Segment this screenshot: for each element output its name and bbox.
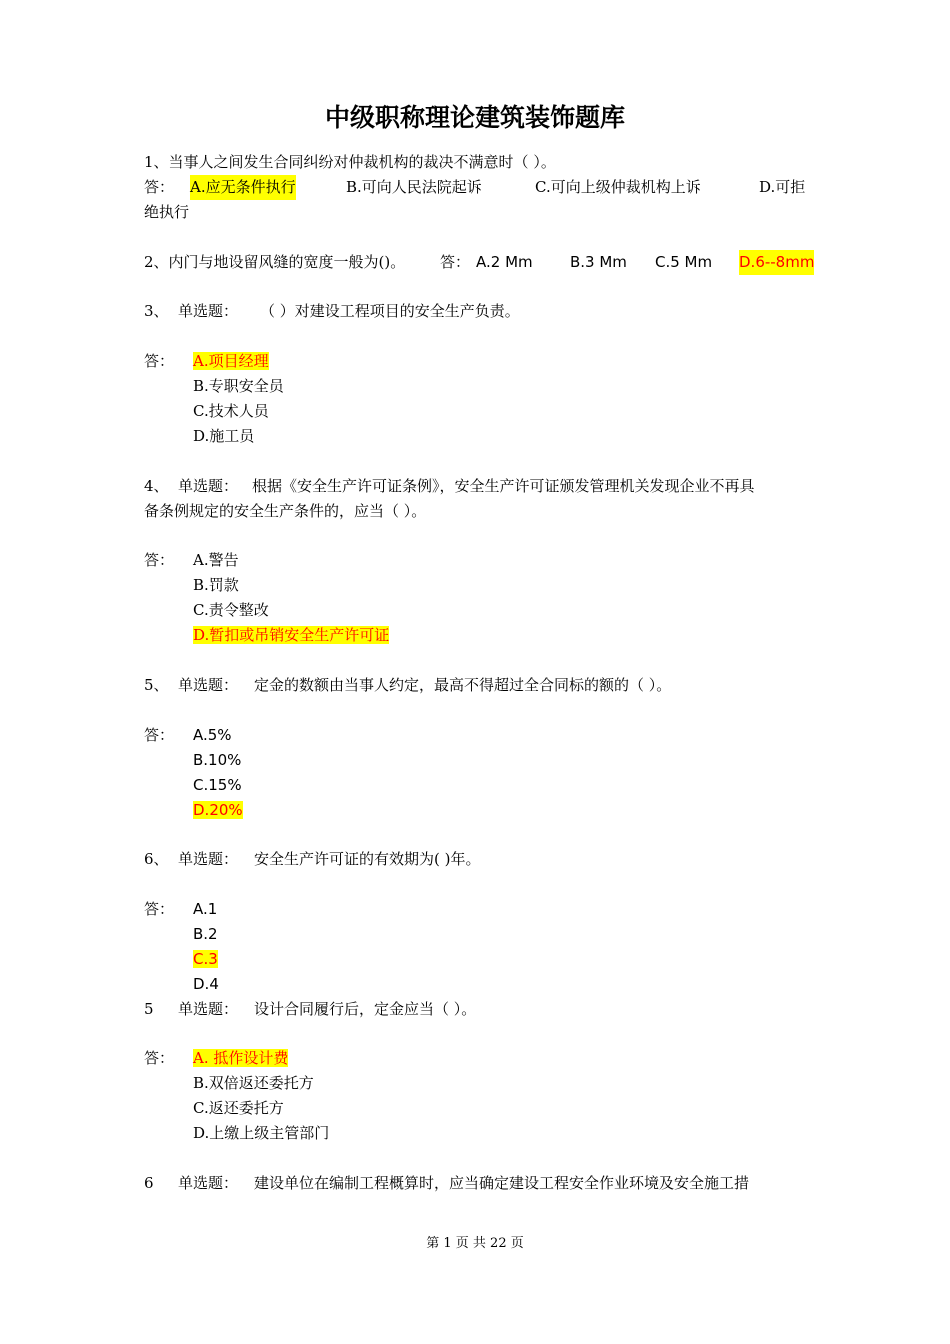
question-5-answer-label: 答： xyxy=(144,726,175,744)
question-1-option-d: D.可拒 xyxy=(759,178,806,196)
page-footer: 第 1 页 共 22 页 xyxy=(426,1236,524,1251)
question-7-number: 5 xyxy=(144,1000,154,1018)
question-5-option-a: A.5% xyxy=(193,726,232,744)
question-3-text: （ ）对建设工程项目的安全生产负责。 xyxy=(260,302,520,320)
question-6-option-a: A.1 xyxy=(193,900,218,918)
question-2-answer-label: 答： xyxy=(440,253,471,271)
question-5-type: 单选题： xyxy=(178,676,239,694)
question-4-option-b: B.罚款 xyxy=(193,576,239,594)
question-4-text-cont: 备条例规定的安全生产条件的，应当（ ）。 xyxy=(144,502,427,520)
question-5-text: 定金的数额由当事人约定，最高不得超过全合同标的额的（ ）。 xyxy=(254,676,672,694)
question-4-text: 根据《安全生产许可证条例》，安全生产许可证颁发管理机关发现企业不再具 xyxy=(252,477,755,495)
question-6-type: 单选题： xyxy=(178,850,239,868)
question-2-option-c: C.5 Mm xyxy=(655,253,713,271)
question-4-option-c: C.责令整改 xyxy=(193,601,269,619)
question-3-option-c: C.技术人员 xyxy=(193,402,269,420)
question-1-option-a: A.应无条件执行 xyxy=(190,175,296,200)
question-3-option-d: D.施工员 xyxy=(193,427,255,445)
question-4-type: 单选题： xyxy=(178,477,239,495)
document-title: 中级职称理论建筑装饰题库 xyxy=(324,103,625,132)
question-6-option-b: B.2 xyxy=(193,925,218,943)
question-8-type: 单选题： xyxy=(178,1174,239,1192)
question-4-number: 4、 xyxy=(144,477,169,495)
question-4-option-a: A.警告 xyxy=(193,551,239,569)
question-5-option-c: C.15% xyxy=(193,776,242,794)
question-7-option-b: B.双倍返还委托方 xyxy=(193,1074,314,1092)
question-7-option-a: A. 抵作设计费 xyxy=(193,1049,289,1067)
question-6-option-c: C.3 xyxy=(193,950,218,968)
question-7-option-c: C.返还委托方 xyxy=(193,1099,284,1117)
question-2-option-a: A.2 Mm xyxy=(476,253,533,271)
question-1-option-d-cont: 绝执行 xyxy=(144,203,190,221)
question-4-answer-label: 答： xyxy=(144,551,175,569)
question-1-text: 1、当事人之间发生合同纠纷对仲裁机构的裁决不满意时（ ）。 xyxy=(144,153,556,171)
question-3-option-a: A.项目经理 xyxy=(193,352,269,370)
question-7-answer-label: 答： xyxy=(144,1049,175,1067)
question-5-option-b: B.10% xyxy=(193,751,242,769)
question-8-text: 建设单位在编制工程概算时，应当确定建设工程安全作业环境及安全施工措 xyxy=(254,1174,750,1192)
question-6-option-d: D.4 xyxy=(193,975,219,993)
question-7-option-d: D.上缴上级主管部门 xyxy=(193,1124,330,1142)
question-3-answer-label: 答： xyxy=(144,352,175,370)
question-1-answer-label: 答： xyxy=(144,178,175,196)
question-4-option-d: D.暂扣或吊销安全生产许可证 xyxy=(193,626,390,644)
question-8-number: 6 xyxy=(144,1174,154,1192)
question-5-option-d: D.20% xyxy=(193,801,243,819)
question-3-option-b: B.专职安全员 xyxy=(193,377,284,395)
question-2-option-d: D.6--8mm xyxy=(739,250,814,275)
question-5-number: 5、 xyxy=(144,676,169,694)
question-7-text: 设计合同履行后，定金应当（ ）。 xyxy=(254,1000,477,1018)
question-7-type: 单选题： xyxy=(178,1000,239,1018)
question-6-number: 6、 xyxy=(144,850,169,868)
question-3-type: 单选题： xyxy=(178,302,239,320)
question-2-text: 2、内门与地设留风缝的宽度一般为()。 xyxy=(144,253,406,271)
question-3-number: 3、 xyxy=(144,302,169,320)
question-1-option-b: B.可向人民法院起诉 xyxy=(346,178,482,196)
question-2-option-b: B.3 Mm xyxy=(570,253,627,271)
question-1-option-c: C.可向上级仲裁机构上诉 xyxy=(535,178,701,196)
question-6-answer-label: 答： xyxy=(144,900,175,918)
question-6-text: 安全生产许可证的有效期为( )年。 xyxy=(254,850,481,868)
